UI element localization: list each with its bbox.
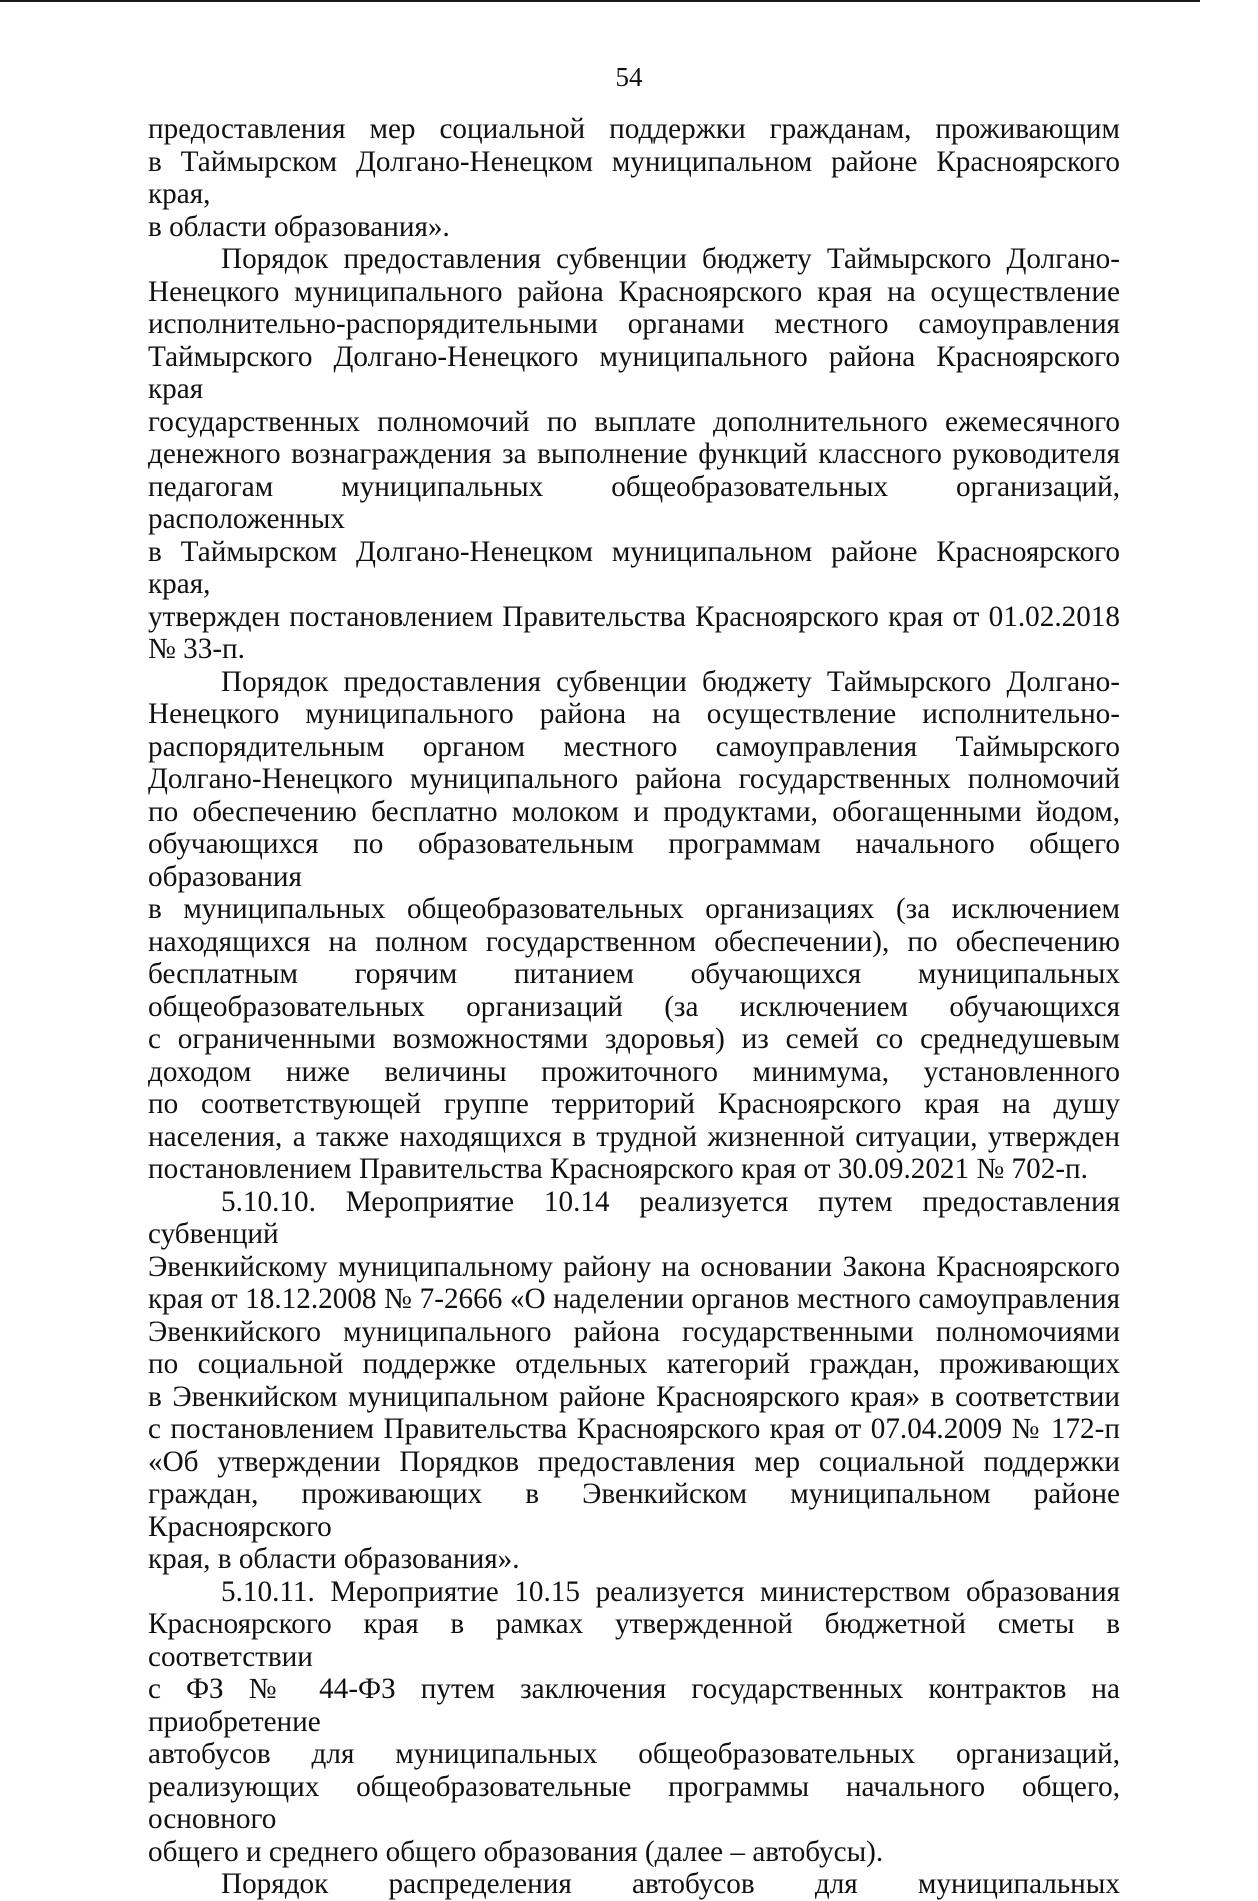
- text-line: автобусов для муниципальных общеобразовательных организаций,: [148, 1738, 1120, 1770]
- text-line: по социальной поддержке отдельных категорий граждан, проживающих: [148, 1348, 1120, 1380]
- text-line: края от 18.12.2008 № 7-2666 «О наделении органов местного самоуправления: [148, 1283, 1120, 1315]
- text-line: края, в области образования».: [148, 1543, 520, 1575]
- text-line: с ФЗ № 44-ФЗ путем заключения государственных контрактов на приобретение: [148, 1673, 1120, 1738]
- text-line: «Об утверждении Порядков предоставления мер социальной поддержки: [148, 1445, 1120, 1478]
- text-line: граждан, проживающих в Эвенкийском муниципальном районе Красноярского: [148, 1478, 1120, 1543]
- text-line: 5.10.11. Мероприятие 10.15 реализуется министерством образования: [221, 1575, 1120, 1608]
- text-line: распорядительным органом местного самоуправления Таймырского: [148, 730, 1120, 763]
- text-line: в области образования».: [148, 210, 450, 243]
- text-line: Порядок распределения автобусов для муниципальных: [221, 1868, 1120, 1900]
- text-line: государственных полномочий по выплате дополнительного ежемесячного: [148, 405, 1120, 438]
- text-line: № 33-п.: [148, 633, 245, 665]
- scan-top-edge: [0, 0, 1200, 2]
- text-line: постановлением Правительства Красноярского края от 30.09.2021 № 702-п.: [148, 1153, 1088, 1185]
- text-line: по соответствующей группе территорий Красноярского края на душу: [148, 1088, 1120, 1120]
- text-line: Ненецкого муниципального района на осуществление исполнительно-: [148, 698, 1120, 730]
- text-line: денежного вознаграждения за выполнение функций классного руководителя: [148, 438, 1120, 470]
- text-line: бесплатным горячим питанием обучающихся муниципальных: [148, 958, 1120, 990]
- text-line: в Таймырском Долгано-Ненецком муниципальном районе Красноярского края,: [148, 145, 1120, 210]
- text-line: Порядок предоставления субвенции бюджету Таймырского Долгано-: [221, 665, 1120, 698]
- text-line: Эвенкийскому муниципальному району на основании Закона Красноярского: [148, 1250, 1120, 1283]
- text-line: предоставления мер социальной поддержки гражданам, проживающим: [148, 113, 1120, 145]
- text-line: Красноярского края в рамках утвержденной бюджетной сметы в соответствии: [148, 1608, 1120, 1673]
- text-line: Таймырского Долгано-Ненецкого муниципального района Красноярского края: [148, 340, 1120, 405]
- text-line: в муниципальных общеобразовательных организациях (за исключением: [148, 893, 1120, 925]
- text-line: Эвенкийского муниципального района государственными полномочиями: [148, 1315, 1120, 1348]
- text-line: педагогам муниципальных общеобразовательных организаций, расположенных: [148, 470, 1120, 535]
- text-line: в Эвенкийском муниципальном районе Красноярского края» в соответствии: [148, 1380, 1120, 1413]
- page-number: 54: [615, 62, 643, 92]
- text-line: с постановлением Правительства Красноярского края от 07.04.2009 № 172-п: [148, 1413, 1120, 1445]
- text-line: 5.10.10. Мероприятие 10.14 реализуется путем предоставления субвенций: [148, 1185, 1120, 1250]
- text-line: реализующих общеобразовательные программы начального общего, основного: [148, 1770, 1120, 1835]
- text-line: Ненецкого муниципального района Красноярского края на осуществление: [148, 275, 1120, 308]
- text-line: доходом ниже величины прожиточного минимума, установленного: [148, 1055, 1120, 1088]
- text-line: с ограниченными возможностями здоровья) из семей со среднедушевым: [148, 1023, 1120, 1055]
- text-line: общего и среднего общего образования (далее – автобусы).: [148, 1835, 884, 1868]
- document-body: [148, 113, 1120, 1901]
- text-line: в Таймырском Долгано-Ненецком муниципальном районе Красноярского края,: [148, 535, 1120, 600]
- text-line: Порядок предоставления субвенции бюджету Таймырского Долгано-: [221, 243, 1120, 275]
- text-line: населения, а также находящихся в трудной жизненной ситуации, утвержден: [148, 1120, 1120, 1153]
- text-line: исполнительно-распорядительными органами местного самоуправления: [148, 308, 1120, 340]
- text-line: по обеспечению бесплатно молоком и продуктами, обогащенными йодом,: [148, 795, 1120, 828]
- text-line: утвержден постановлением Правительства Красноярского края от 01.02.2018: [148, 600, 1120, 633]
- text-line: находящихся на полном государственном обеспечении), по обеспечению: [148, 925, 1120, 958]
- text-line: Долгано-Ненецкого муниципального района государственных полномочий: [148, 763, 1120, 795]
- text-line: общеобразовательных организаций (за исключением обучающихся: [148, 990, 1120, 1023]
- text-line: обучающихся по образовательным программам начального общего образования: [148, 828, 1120, 893]
